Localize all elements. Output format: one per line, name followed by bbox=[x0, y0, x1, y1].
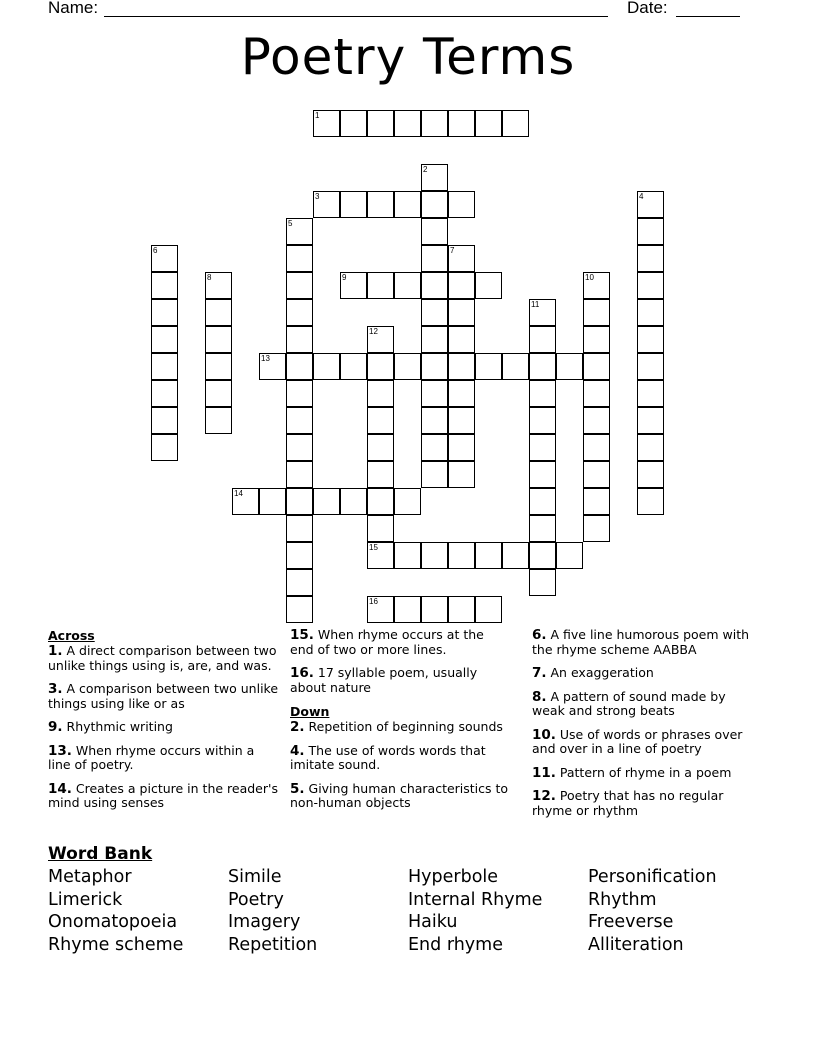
grid-cell[interactable] bbox=[205, 407, 232, 434]
grid-cell[interactable] bbox=[286, 569, 313, 596]
grid-cell[interactable] bbox=[637, 407, 664, 434]
clue bbox=[532, 728, 762, 757]
grid-cell[interactable] bbox=[583, 353, 610, 380]
grid-cell[interactable] bbox=[367, 542, 394, 569]
clue-number: 4 bbox=[639, 192, 644, 201]
grid-cell[interactable] bbox=[205, 353, 232, 380]
grid-cell[interactable] bbox=[394, 488, 421, 515]
grid-cell[interactable] bbox=[583, 488, 610, 515]
grid-cell[interactable] bbox=[151, 353, 178, 380]
clue-number: 12 bbox=[369, 327, 378, 336]
grid-cell[interactable] bbox=[448, 299, 475, 326]
clue bbox=[290, 666, 510, 695]
clue-number: 7 bbox=[450, 246, 455, 255]
grid-cell[interactable] bbox=[286, 542, 313, 569]
clue-number: 1 bbox=[315, 111, 320, 120]
across-heading: Across bbox=[48, 628, 95, 643]
grid-cell[interactable] bbox=[637, 191, 664, 218]
clue-text: Repetition of beginning sounds bbox=[304, 719, 503, 734]
grid-cell[interactable] bbox=[367, 326, 394, 353]
clue bbox=[532, 666, 762, 681]
grid-cell[interactable] bbox=[637, 272, 664, 299]
grid-cell[interactable] bbox=[205, 326, 232, 353]
grid-cell[interactable] bbox=[448, 407, 475, 434]
down-heading: Down bbox=[290, 704, 330, 719]
word-bank-item: Repetition bbox=[228, 935, 318, 956]
word-bank bbox=[48, 866, 768, 957]
grid-cell[interactable] bbox=[313, 191, 340, 218]
clue bbox=[532, 690, 762, 719]
grid-cell[interactable] bbox=[151, 272, 178, 299]
word-bank-item: Simile bbox=[228, 867, 282, 887]
clue-number: 15 bbox=[369, 543, 378, 552]
clue-text: A five line humorous poem with the rhyme scheme AABBA bbox=[532, 627, 750, 657]
grid-cell[interactable] bbox=[394, 110, 421, 137]
grid-cell[interactable] bbox=[475, 110, 502, 137]
grid-cell[interactable] bbox=[394, 542, 421, 569]
clue-number: 2 bbox=[423, 165, 428, 174]
grid-cell[interactable] bbox=[529, 542, 556, 569]
grid-cell[interactable] bbox=[286, 461, 313, 488]
word-bank-item: Hyperbole bbox=[408, 867, 499, 887]
grid-cell[interactable] bbox=[151, 326, 178, 353]
grid-cell[interactable] bbox=[394, 353, 421, 380]
clues-column-1 bbox=[48, 628, 280, 820]
grid-cell[interactable] bbox=[556, 353, 583, 380]
grid-cell[interactable] bbox=[151, 434, 178, 461]
grid-cell[interactable] bbox=[583, 434, 610, 461]
clue-number: 11 bbox=[531, 300, 540, 309]
word-bank-item: Rhyme scheme bbox=[48, 935, 184, 956]
grid-cell[interactable] bbox=[637, 245, 664, 272]
grid-cell[interactable] bbox=[583, 380, 610, 407]
grid-cell[interactable] bbox=[637, 218, 664, 245]
grid-cell[interactable] bbox=[421, 272, 448, 299]
grid-cell[interactable] bbox=[367, 488, 394, 515]
clue-text: The use of words words that imitate sound. bbox=[290, 742, 486, 772]
clue-text: 17 syllable poem, usually about nature bbox=[290, 665, 478, 695]
grid-cell[interactable] bbox=[421, 380, 448, 407]
grid-cell[interactable] bbox=[421, 218, 448, 245]
grid-cell[interactable] bbox=[286, 326, 313, 353]
grid-cell[interactable] bbox=[367, 353, 394, 380]
grid-cell[interactable] bbox=[286, 353, 313, 380]
clue-number: 5 bbox=[288, 219, 293, 228]
grid-cell[interactable] bbox=[529, 461, 556, 488]
clue-number: 16 bbox=[369, 597, 378, 606]
grid-cell[interactable] bbox=[421, 110, 448, 137]
word-bank-title: Word Bank bbox=[48, 844, 153, 864]
grid-cell[interactable] bbox=[502, 542, 529, 569]
word-bank-item: Alliteration bbox=[588, 935, 684, 956]
clue bbox=[48, 744, 280, 773]
grid-cell[interactable] bbox=[448, 191, 475, 218]
grid-cell[interactable] bbox=[340, 110, 367, 137]
grid-cell[interactable] bbox=[367, 596, 394, 623]
grid-cell[interactable] bbox=[448, 542, 475, 569]
grid-cell[interactable] bbox=[286, 380, 313, 407]
grid-cell[interactable] bbox=[421, 164, 448, 191]
word-bank-item: Internal Rhyme bbox=[408, 889, 543, 910]
clue-text: A comparison between two unlike things using like or as bbox=[48, 681, 279, 711]
grid-cell[interactable] bbox=[340, 272, 367, 299]
grid-cell[interactable] bbox=[583, 461, 610, 488]
grid-cell[interactable] bbox=[286, 515, 313, 542]
grid-cell[interactable] bbox=[421, 542, 448, 569]
grid-cell[interactable] bbox=[286, 596, 313, 623]
name-label: Name: bbox=[48, 0, 99, 17]
clue bbox=[48, 644, 280, 673]
grid-cell[interactable] bbox=[421, 596, 448, 623]
date-label: Date: bbox=[627, 0, 668, 17]
grid-cell[interactable] bbox=[151, 407, 178, 434]
grid-cell[interactable] bbox=[529, 380, 556, 407]
grid-cell[interactable] bbox=[637, 353, 664, 380]
grid-cell[interactable] bbox=[448, 353, 475, 380]
grid-cell[interactable] bbox=[529, 326, 556, 353]
grid-cell[interactable] bbox=[475, 542, 502, 569]
grid-cell[interactable] bbox=[421, 326, 448, 353]
down-clue-list bbox=[290, 720, 510, 811]
grid-cell[interactable] bbox=[637, 488, 664, 515]
clue bbox=[48, 782, 280, 811]
clues-column-2 bbox=[290, 628, 510, 820]
grid-cell[interactable] bbox=[475, 596, 502, 623]
grid-cell[interactable] bbox=[367, 110, 394, 137]
clue-text: Pattern of rhyme in a poem bbox=[555, 764, 732, 780]
clue-text: When rhyme occurs within a line of poetry. bbox=[48, 742, 255, 772]
grid-cell[interactable] bbox=[637, 380, 664, 407]
grid-cell[interactable] bbox=[367, 407, 394, 434]
clue-text: When rhyme occurs at the end of two or more lines. bbox=[290, 627, 484, 657]
clue bbox=[290, 744, 510, 773]
grid-cell[interactable] bbox=[205, 380, 232, 407]
grid-cell[interactable] bbox=[421, 407, 448, 434]
grid-cell[interactable] bbox=[448, 326, 475, 353]
grid-cell[interactable] bbox=[583, 515, 610, 542]
grid-cell[interactable] bbox=[448, 245, 475, 272]
grid-cell[interactable] bbox=[448, 110, 475, 137]
grid-cell[interactable] bbox=[529, 569, 556, 596]
clue-number: 7. bbox=[532, 665, 547, 681]
grid-cell[interactable] bbox=[556, 542, 583, 569]
grid-cell[interactable] bbox=[286, 299, 313, 326]
grid-cell[interactable] bbox=[421, 434, 448, 461]
grid-cell[interactable] bbox=[340, 488, 367, 515]
word-bank-item: Rhythm bbox=[588, 889, 657, 910]
clue-number: 6. bbox=[532, 627, 547, 643]
word-bank-item: Freeverse bbox=[588, 912, 674, 933]
clue-number: 4. bbox=[290, 742, 305, 759]
clue-number: 10. bbox=[532, 726, 556, 743]
grid-cell[interactable] bbox=[286, 434, 313, 461]
grid-cell[interactable] bbox=[313, 110, 340, 137]
grid-cell[interactable] bbox=[394, 596, 421, 623]
grid-cell[interactable] bbox=[583, 407, 610, 434]
clue-number: 10 bbox=[585, 273, 594, 282]
clue bbox=[290, 720, 510, 735]
clue-number: 3 bbox=[315, 192, 320, 201]
grid-cell[interactable] bbox=[421, 245, 448, 272]
grid-cell[interactable] bbox=[286, 272, 313, 299]
grid-cell[interactable] bbox=[529, 299, 556, 326]
grid-cell[interactable] bbox=[259, 353, 286, 380]
grid-cell[interactable] bbox=[448, 461, 475, 488]
grid-cell[interactable] bbox=[637, 461, 664, 488]
grid-cell[interactable] bbox=[367, 191, 394, 218]
grid-cell[interactable] bbox=[286, 407, 313, 434]
grid-cell[interactable] bbox=[421, 461, 448, 488]
clue bbox=[48, 720, 280, 735]
grid-cell[interactable] bbox=[529, 407, 556, 434]
grid-cell[interactable] bbox=[286, 488, 313, 515]
grid-cell[interactable] bbox=[529, 434, 556, 461]
grid-cell[interactable] bbox=[583, 299, 610, 326]
grid-cell[interactable] bbox=[394, 272, 421, 299]
clue-number: 2. bbox=[290, 719, 305, 735]
grid-cell[interactable] bbox=[151, 299, 178, 326]
down-clue-list-continued bbox=[532, 628, 762, 818]
word-bank-item: Metaphor bbox=[48, 867, 132, 887]
grid-cell[interactable] bbox=[448, 380, 475, 407]
grid-cell[interactable] bbox=[205, 299, 232, 326]
clue-number: 9 bbox=[342, 273, 347, 282]
grid-cell[interactable] bbox=[421, 353, 448, 380]
word-bank-item: Limerick bbox=[48, 889, 123, 910]
grid-cell[interactable] bbox=[151, 245, 178, 272]
clue-number: 1. bbox=[48, 643, 63, 659]
clue-number: 8. bbox=[532, 688, 547, 705]
page-title: Poetry Terms bbox=[240, 28, 576, 86]
clue-number: 5. bbox=[290, 780, 305, 797]
clue-text: Poetry that has no regular rhyme or rhythm bbox=[532, 788, 724, 818]
clue-text: Creates a picture in the reader's mind using senses bbox=[48, 780, 278, 810]
word-bank-item: Personification bbox=[588, 867, 717, 887]
clue-text: A direct comparison between two unlike things using is, are, and was. bbox=[48, 643, 277, 673]
clue-number: 13 bbox=[261, 354, 270, 363]
grid-cell[interactable] bbox=[259, 488, 286, 515]
grid-cell[interactable] bbox=[367, 461, 394, 488]
word-bank-item: End rhyme bbox=[408, 935, 503, 956]
grid-cell[interactable] bbox=[421, 191, 448, 218]
clue-number: 12. bbox=[532, 788, 556, 804]
grid-cell[interactable] bbox=[232, 488, 259, 515]
clue-text: Use of words or phrases over and over in a line of poetry bbox=[532, 726, 743, 756]
grid-cell[interactable] bbox=[475, 272, 502, 299]
grid-cell[interactable] bbox=[367, 434, 394, 461]
clue-number: 8 bbox=[207, 273, 212, 282]
grid-cell[interactable] bbox=[475, 353, 502, 380]
clue bbox=[290, 628, 510, 657]
grid-cell[interactable] bbox=[448, 434, 475, 461]
clue-number: 16. bbox=[290, 665, 314, 681]
grid-cell[interactable] bbox=[448, 272, 475, 299]
grid-cell[interactable] bbox=[205, 272, 232, 299]
clue bbox=[532, 628, 762, 657]
grid-cell[interactable] bbox=[394, 191, 421, 218]
word-bank-item: Haiku bbox=[408, 912, 458, 933]
word-bank-item: Imagery bbox=[228, 912, 301, 933]
grid-cell[interactable] bbox=[340, 353, 367, 380]
grid-cell[interactable] bbox=[313, 488, 340, 515]
grid-cell[interactable] bbox=[583, 326, 610, 353]
grid-cell[interactable] bbox=[637, 299, 664, 326]
grid-cell[interactable] bbox=[367, 272, 394, 299]
clue-number: 9. bbox=[48, 719, 63, 735]
grid-cell[interactable] bbox=[637, 434, 664, 461]
clue-text: An exaggeration bbox=[546, 665, 654, 680]
clue-number: 11. bbox=[532, 764, 556, 781]
grid-cell[interactable] bbox=[151, 380, 178, 407]
across-clue-list bbox=[48, 644, 280, 811]
clue bbox=[532, 766, 762, 781]
clue-text: Giving human characteristics to non-human objects bbox=[290, 780, 509, 810]
clue bbox=[48, 682, 280, 711]
clue-number: 15. bbox=[290, 627, 314, 643]
grid-cell[interactable] bbox=[637, 326, 664, 353]
grid-cell[interactable] bbox=[502, 353, 529, 380]
grid-cell[interactable] bbox=[340, 191, 367, 218]
grid-cell[interactable] bbox=[367, 380, 394, 407]
grid-cell[interactable] bbox=[367, 515, 394, 542]
clue-number: 3. bbox=[48, 681, 63, 697]
clues-column-3 bbox=[532, 628, 762, 827]
grid-cell[interactable] bbox=[448, 596, 475, 623]
grid-cell[interactable] bbox=[529, 353, 556, 380]
grid-cell[interactable] bbox=[286, 218, 313, 245]
grid-cell[interactable] bbox=[421, 299, 448, 326]
grid-cell[interactable] bbox=[286, 245, 313, 272]
across-clue-list-continued bbox=[290, 628, 510, 695]
word-bank-item: Poetry bbox=[228, 889, 284, 910]
clue-number: 13. bbox=[48, 742, 72, 759]
grid-cell[interactable] bbox=[529, 488, 556, 515]
grid-cell[interactable] bbox=[313, 353, 340, 380]
grid-cell[interactable] bbox=[502, 110, 529, 137]
grid-cell[interactable] bbox=[583, 272, 610, 299]
grid-cell[interactable] bbox=[529, 515, 556, 542]
clue bbox=[290, 782, 510, 811]
clue-text: Rhythmic writing bbox=[62, 719, 173, 734]
clue-number: 6 bbox=[153, 246, 158, 255]
clue-text: A pattern of sound made by weak and strong beats bbox=[532, 688, 726, 718]
clue-number: 14 bbox=[234, 489, 243, 498]
clue bbox=[532, 789, 762, 818]
clue-number: 14. bbox=[48, 780, 72, 797]
word-bank-item: Onomatopoeia bbox=[48, 912, 178, 933]
